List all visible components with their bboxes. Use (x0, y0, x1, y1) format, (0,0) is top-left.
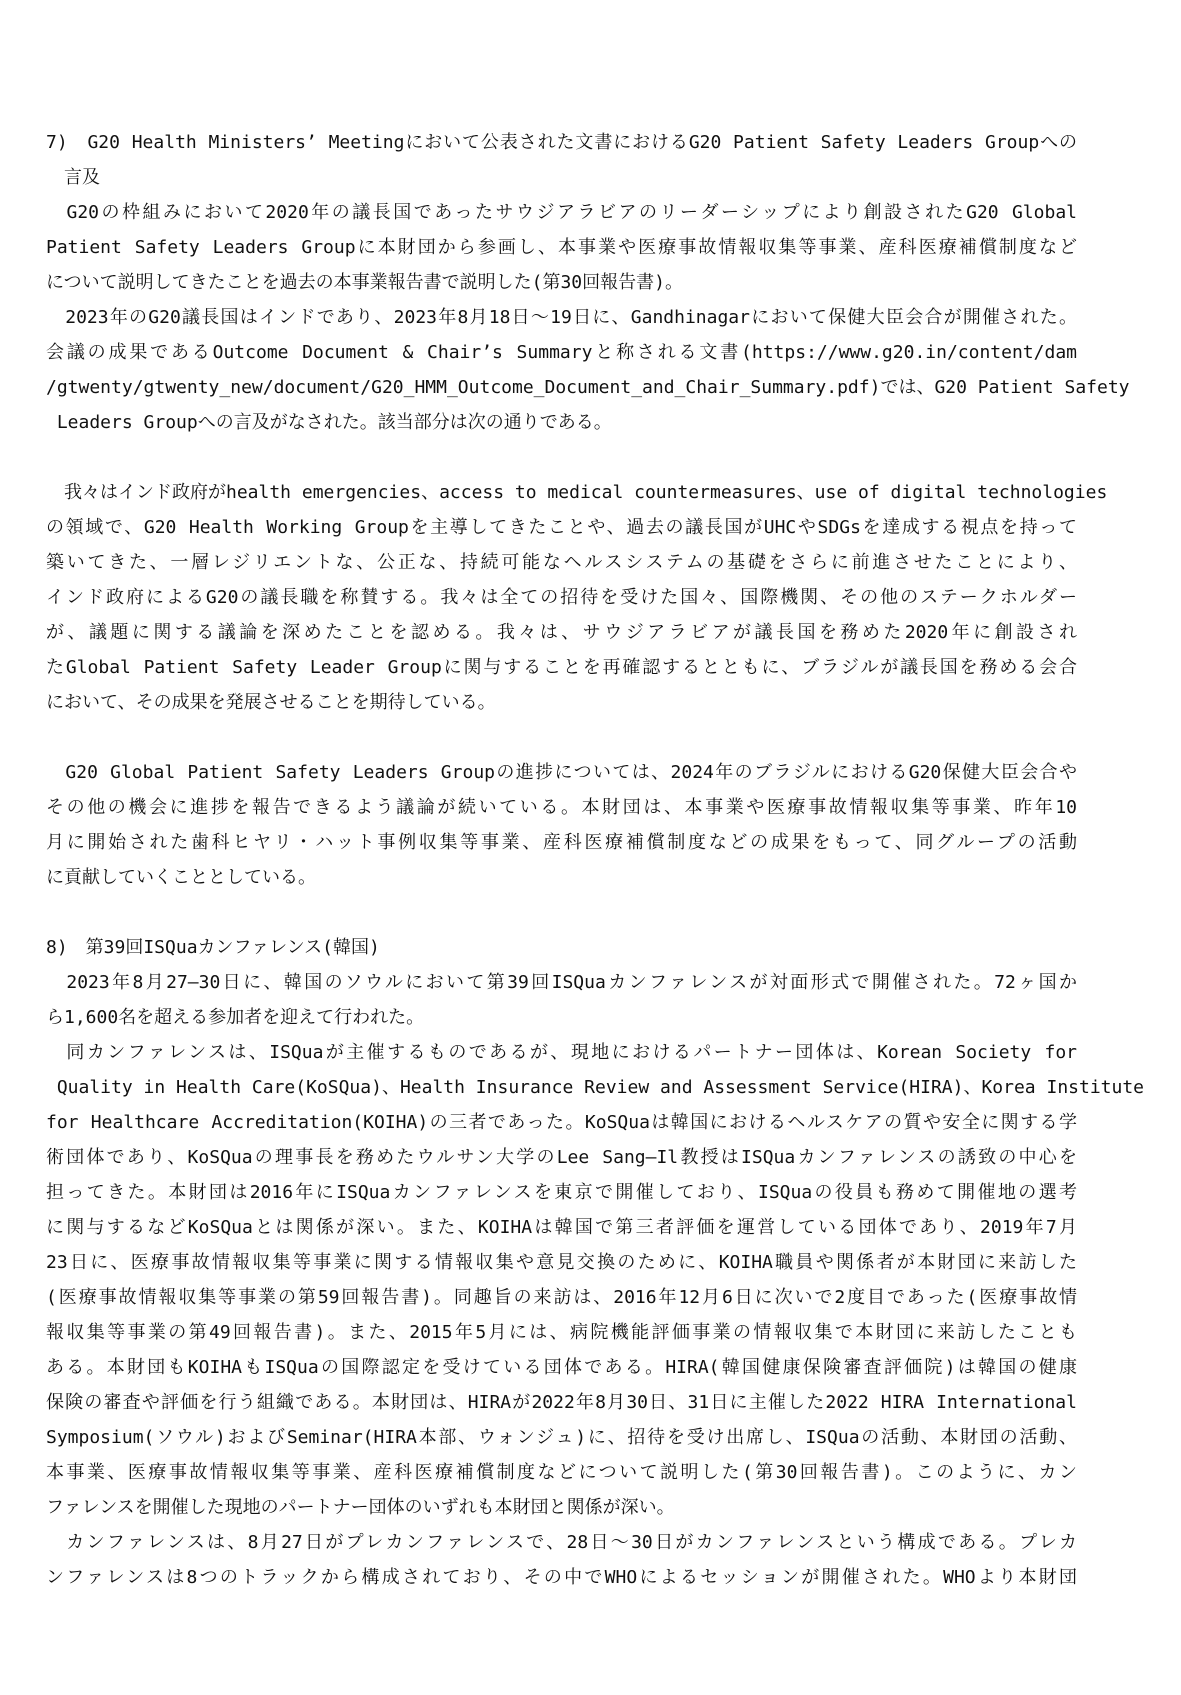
text-line: Quality in Health Care(KoSQua)、Health Insurance Review and Assessment Service(HIRA)、Korea Institute (46, 1077, 1145, 1098)
blank-line (46, 895, 1077, 930)
text-line: について説明してきたことを過去の本事業報告書で説明した(第30回報告書)。 (46, 272, 683, 293)
text-line: その他の機会に進捗を報告できるよう議論が続いている。本財団は、本事業や医療事故情報収集等事業、昨年10 (46, 797, 1077, 818)
text-line: 2023年のG20議長国はインドであり、2023年8月18日～19日に、Gandhinagarにおいて保健大臣会合が開催された。 (46, 307, 1077, 328)
text-line: 報収集等事業の第49回報告書)。また、2015年5月には、病院機能評価事業の情報収集で本財団に来訪したことも (46, 1322, 1077, 1343)
text-line: 本事業、医療事故情報収集等事業、産科医療補償制度などについて説明した(第30回報告書)。このように、カン (46, 1462, 1077, 1483)
text-line: 言及 (46, 167, 100, 188)
text-line: に貢献していくこととしている。 (46, 867, 316, 888)
text-line: Symposium(ソウル)およびSeminar(HIRA本部、ウォンジュ)に、招待を受け出席し、ISQuaの活動、本財団の活動、 (46, 1427, 1077, 1448)
text-line: 担ってきた。本財団は2016年にISQuaカンファレンスを東京で開催しており、ISQuaの役員も務めて開催地の選考 (46, 1182, 1077, 1203)
text-line: 我々はインド政府がhealth emergencies、access to medical countermeasures、use of digital technologies (46, 482, 1108, 503)
text-line: 8) 第39回ISQuaカンファレンス(韓国) (46, 937, 380, 958)
text-line: 同カンファレンスは、ISQuaが主催するものであるが、現地におけるパートナー団体は、Korean Society for (46, 1042, 1077, 1063)
text-line: 2023年8月27―30日に、韓国のソウルにおいて第39回ISQuaカンファレンスが対面形式で開催された。72ヶ国か (46, 972, 1077, 993)
blank-line (46, 440, 1077, 475)
text-line: Leaders Groupへの言及がなされた。該当部分は次の通りである。 (46, 412, 612, 433)
text-line: 23日に、医療事故情報収集等事業に関する情報収集や意見交換のために、KOIHA職員や関係者が本財団に来訪した (46, 1252, 1077, 1273)
text-line: 築いてきた、一層レジリエントな、公正な、持続可能なヘルスシステムの基礎をさらに前進させたことにより、 (46, 552, 1077, 573)
text-line: for Healthcare Accreditation(KOIHA)の三者であった。KoSQuaは韓国におけるヘルスケアの質や安全に関する学 (46, 1112, 1077, 1133)
text-line: 術団体であり、KoSQuaの理事長を務めたウルサン大学のLee Sang―Il教授はISQuaカンファレンスの誘致の中心を (46, 1147, 1077, 1168)
text-line: ンファレンスは8つのトラックから構成されており、その中でWHOによるセッションが開催された。WHOより本財団 (46, 1567, 1077, 1588)
text-line: ある。本財団もKOIHAもISQuaの国際認定を受けている団体である。HIRA(韓国健康保険審査評価院)は韓国の健康 (46, 1357, 1077, 1378)
text-line: 会議の成果であるOutcome Document & Chair’s Summaryと称される文書(https://www.g20.in/content/dam (46, 342, 1077, 363)
text-line: G20の枠組みにおいて2020年の議長国であったサウジアラビアのリーダーシップにより創設されたG20 Global (46, 202, 1077, 223)
text-line: Patient Safety Leaders Groupに本財団から参画し、本事業や医療事故情報収集等事業、産科医療補償制度など (46, 237, 1077, 258)
text-line: が、議題に関する議論を深めたことを認める。我々は、サウジアラビアが議長国を務めた2020年に創設され (46, 622, 1077, 643)
text-line: の領域で、G20 Health Working Groupを主導してきたことや、過去の議長国がUHCやSDGsを達成する視点を持って (46, 517, 1077, 538)
text-line: カンファレンスは、8月27日がプレカンファレンスで、28日～30日がカンファレンスという構成である。プレカ (46, 1532, 1077, 1553)
text-line: 保険の審査や評価を行う組織である。本財団は、HIRAが2022年8月30日、31日に主催した2022 HIRA International (46, 1392, 1077, 1413)
text-line: たGlobal Patient Safety Leader Groupに関与することを再確認するとともに、ブラジルが議長国を務める会合 (46, 657, 1077, 678)
document-body (46, 125, 1145, 1595)
blank-line (46, 720, 1077, 755)
text-line: ファレンスを開催した現地のパートナー団体のいずれも本財団と関係が深い。 (46, 1497, 675, 1518)
text-line: において、その成果を発展させることを期待している。 (46, 692, 496, 713)
text-line: ら1,600名を超える参加者を迎えて行われた。 (46, 1007, 425, 1028)
text-line: 月に開始された歯科ヒヤリ・ハット事例収集等事業、産科医療補償制度などの成果をもって、同グループの活動 (46, 832, 1077, 853)
text-line: /gtwenty/gtwenty_new/document/G20_HMM_Outcome_Document_and_Chair_Summary.pdf)では、G20 Patient Safety (46, 377, 1130, 398)
text-line: 7) G20 Health Ministers’ Meetingにおいて公表された文書におけるG20 Patient Safety Leaders Groupへの (46, 132, 1077, 153)
text-line: G20 Global Patient Safety Leaders Groupの進捗については、2024年のブラジルにおけるG20保健大臣会合や (46, 762, 1077, 783)
text-line: (医療事故情報収集等事業の第59回報告書)。同趣旨の来訪は、2016年12月6日に次いで2度目であった(医療事故情 (46, 1287, 1077, 1308)
text-line: インド政府によるG20の議長職を称賛する。我々は全ての招待を受けた国々、国際機関、その他のステークホルダー (46, 587, 1077, 608)
text-line: に関与するなどKoSQuaとは関係が深い。また、KOIHAは韓国で第三者評価を運営している団体であり、2019年7月 (46, 1217, 1077, 1238)
